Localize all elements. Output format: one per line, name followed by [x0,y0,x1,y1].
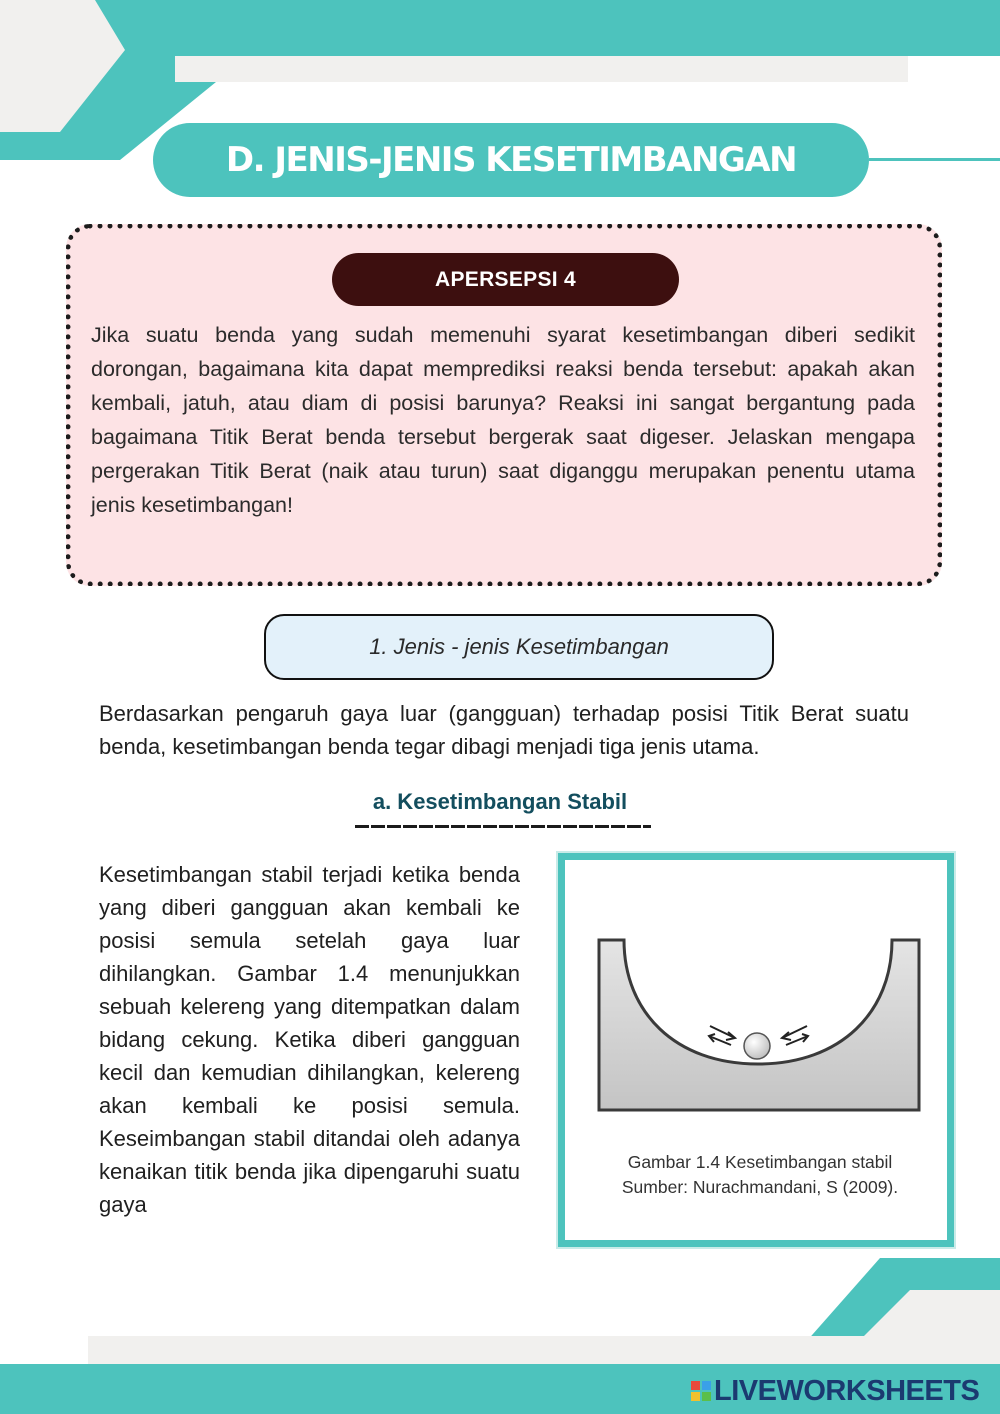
liveworksheets-logo-icon [690,1380,712,1402]
apersepsi-question: Jika suatu benda yang sudah memenuhi syarat kesetimbangan diberi sedikit dorongan, bagaimana kita dapat memprediksi reaksi benda tersebut: apakah akan kembali, jatuh, atau diam di posisi barunya? Reaksi ini sangat bergantung pada bagaimana Titik Berat benda tersebut bergerak saat digeser. Jelaskan mengapa pergerakan Titik Berat (naik atau turun) saat diganggu merupakan penentu utama jenis kesetimbangan! [91,323,915,517]
section-intro: Berdasarkan pengaruh gaya luar (gangguan) terhadap posisi Titik Berat suatu benda, kesetimbangan benda tegar dibagi menjadi tiga jenis utama. [99,701,909,759]
subsection-body: Kesetimbangan stabil terjadi ketika benda yang diberi gangguan akan kembali ke posisi semula setelah gaya luar dihilangkan. Gambar 1.4 menunjukkan sebuah kelereng yang ditempatkan dalam bidang cekung. Ketika diberi gangguan kecil dan kemudian dihilangkan, kelereng akan kembali ke posisi semula. Keseimbangan stabil ditandai oleh adanya kenaikan titik benda jika dipengaruhi suatu gaya [99,862,520,1217]
heading-underline [355,825,651,835]
marble-in-concave-bowl-icon [595,932,925,1117]
figure-caption-title: Gambar 1.4 Kesetimbangan stabil [627,1152,893,1172]
page-title: D. JENIS-JENIS KESETIMBANGAN [225,140,797,180]
bottom-gray-band [88,1336,868,1364]
title-banner [153,123,869,197]
section-label: 1. Jenis - jenis Kesetimbangan [264,614,774,680]
marble-icon [744,1033,770,1059]
apersepsi-badge: APERSEPSI 4 [332,253,679,306]
figure-caption [575,1150,945,1200]
figure-caption-source: Sumber: Nurachmandani, S (2009). [621,1177,899,1197]
liveworksheets-brand[interactable] [690,1374,979,1408]
title-divider-line [869,158,1000,161]
brand-name: LIVEWORKSHEETS [714,1374,980,1407]
subsection-heading: a. Kesetimbangan Stabil [372,789,628,814]
top-right-gray-band [175,56,908,82]
